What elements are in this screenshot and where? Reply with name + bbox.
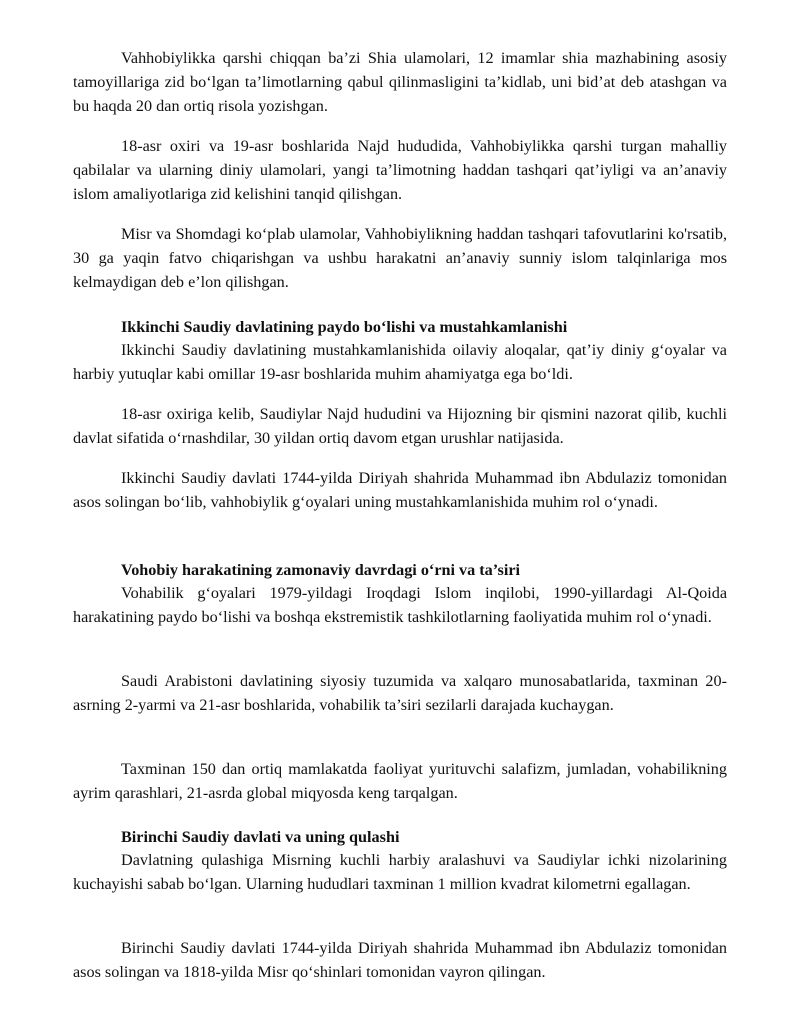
paragraph-najd-opposition: 18-asr oxiri va 19-asr boshlarida Najd hududida, Vahhobiylikka qarshi turgan mahalliy qabilalar va ularning diniy ulamolari, yangi ta’limotning haddan tashqari qat’iyligi va an’anaviy islom amaliyotlariga zid kelishini tanqid qilishgan. xyxy=(73,137,727,204)
paragraph-shia-opposition: Vahhobiylikka qarshi chiqqan ba’zi Shia ulamolari, 12 imamlar shia mazhabining asosiy tamoyillariga zid bo‘lgan ta’limotlarning qabul qilinmasligini ta’kidlab, uni bid’at deb atashgan va bu haqda 20 dan ortiq risola yozishgan. xyxy=(73,49,727,116)
paragraph-saudi-politics: Saudi Arabistoni davlatining siyosiy tuzumida va xalqaro munosabatlarida, taxminan 20-asrning 2-yarmi va 21-asr boshlarida, vohabilik ta’siri sezilarli darajada kuchaygan. xyxy=(73,672,727,715)
section-heading-modern-role: Vohobiy harakatining zamonaviy davrdagi o‘rni va ta’siri xyxy=(121,561,521,579)
paragraph-first-state-founding: Birinchi Saudiy davlati 1744-yilda Diriyah shahrida Muhammad ibn Abdulaziz tomonidan asos solingan va 1818-yilda Misr qo‘shinlari tomonidan vayron qilingan. xyxy=(73,939,727,982)
paragraph-second-state-founding: Ikkinchi Saudiy davlati 1744-yilda Diriyah shahrida Muhammad ibn Abdulaziz tomonidan asos solingan bo‘lib, vahhobiylik g‘oyalari uning mustahkamlanishida muhim rol o‘ynadi. xyxy=(73,469,727,512)
paragraph-misr-shom-fatwas: Misr va Shomdagi ko‘plab ulamolar, Vahhobiylikning haddan tashqari tafovutlarini ko'rsatib, 30 ga yaqin fatvo chiqarishgan va ushbu harakatni an’anaviy sunniy islom talqinlariga mos kelmaydigan deb e’lon qilishgan. xyxy=(73,225,727,292)
paragraph-salafism-spread: Taxminan 150 dan ortiq mamlakatda faoliyat yurituvchi salafizm, jumladan, vohabilikning ayrim qarashlari, 21-asrda global miqyosda keng tarqalgan. xyxy=(73,760,727,803)
section-heading-first-state: Birinchi Saudiy davlati va uning qulashi xyxy=(121,828,400,846)
paragraph-first-state-fall: Davlatning qulashiga Misrning kuchli harbiy aralashuvi va Saudiylar ichki nizolarining kuchayishi sabab bo‘lgan. Ularning hududlari taxminan 1 million kvadrat kilometrni egallagan. xyxy=(73,851,727,894)
paragraph-second-state-factors: Ikkinchi Saudiy davlatining mustahkamlanishida oilaviy aloqalar, qat’iy diniy g‘oyalar va harbiy yutuqlar kabi omillar 19-asr boshlarida muhim ahamiyatga ega bo‘ldi. xyxy=(73,341,727,384)
paragraph-modern-influence: Vohabilik g‘oyalari 1979-yildagi Iroqdagi Islom inqilobi, 1990-yillardagi Al-Qoida harakatining paydo bo‘lishi va boshqa ekstremistik tashkilotlarning faoliyatida muhim rol o‘ynadi. xyxy=(73,584,727,627)
paragraph-najd-control: 18-asr oxiriga kelib, Saudiylar Najd hududini va Hijozning bir qismini nazorat qilib, kuchli davlat sifatida o‘rnashdilar, 30 yildan ortiq davom etgan urushlar natijasida. xyxy=(73,405,727,448)
section-heading-second-state: Ikkinchi Saudiy davlatining paydo bo‘lishi va mustahkamlanishi xyxy=(121,318,568,336)
